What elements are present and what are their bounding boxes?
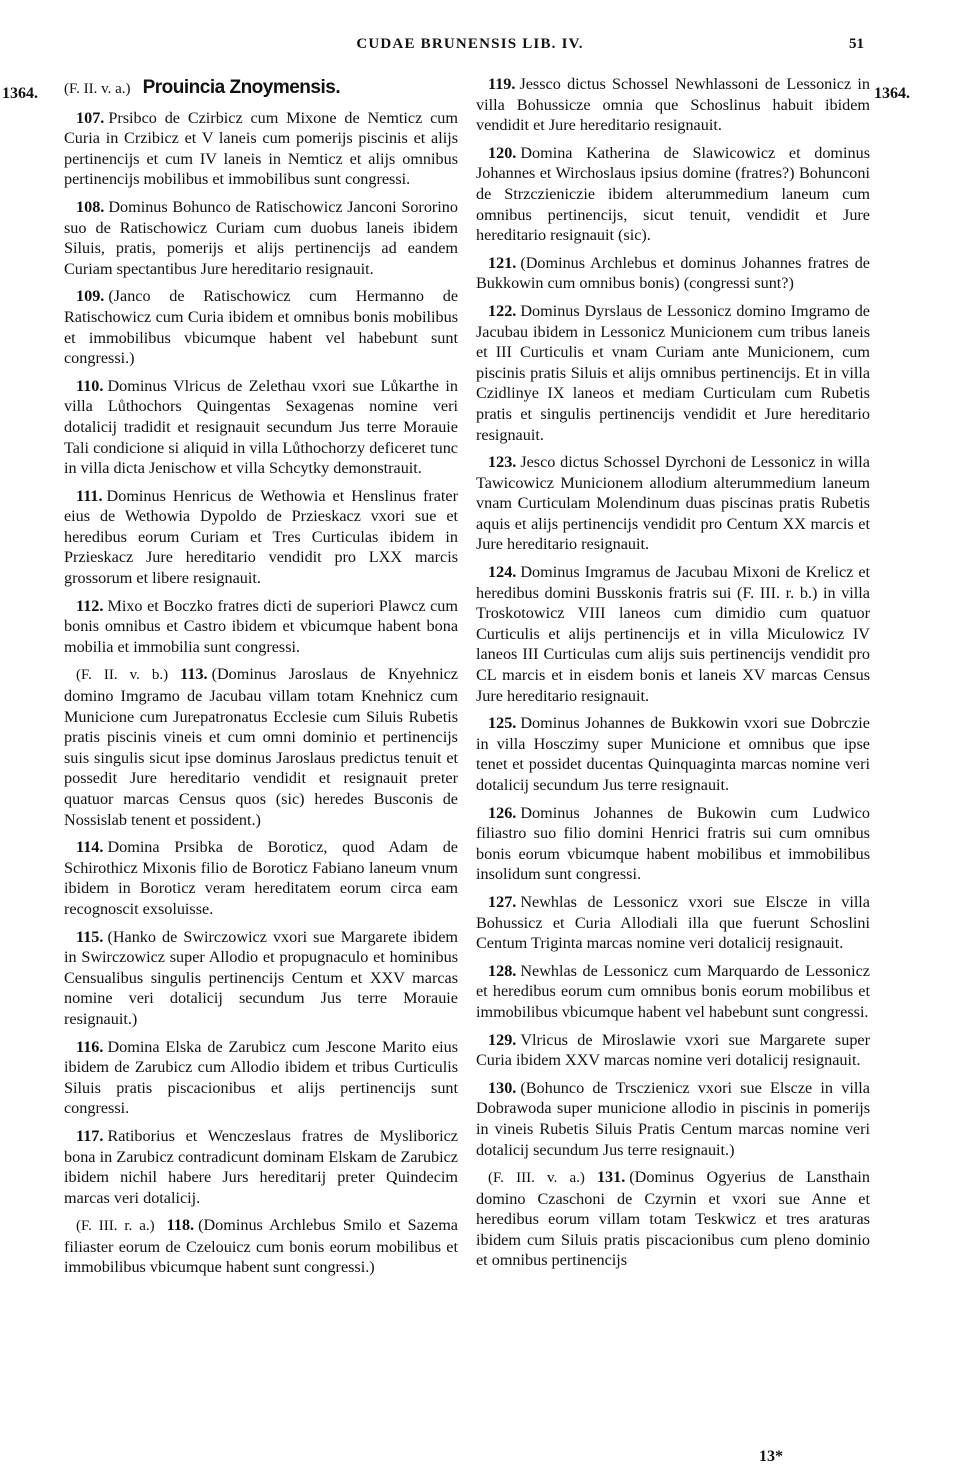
entry-text: Ratiborius et Wenczeslaus fratres de Mysliboricz bona in Zarubicz contradicunt dominam Elskam de Zarubicz ibidem nichil habere Jurs hereditarij preter Quindecim marcas veri dotalicij. <box>64 1126 458 1207</box>
entry-number: 125. <box>488 714 517 733</box>
running-title: CUDAE BRUNENSIS LIB. IV. <box>356 36 584 52</box>
entry-paragraph <box>64 376 458 479</box>
entry-text: Dominus Dyrslaus de Lessonicz domino Imgramo de Jacubau ibidem in Lessonicz Municionem cum tribus laneis et III Curticulis et vnam Curiam ante Municionem, cum piscinis pratis Siluis et alijs omnibus pertinencijs. Et in villa Czidlinye IX laneos et mediam Curticulam cum Rubetis pratis et singulis pertinencijs vendidit et Jure hereditario resignauit. <box>476 301 870 444</box>
page-number: 51 <box>849 36 864 52</box>
entry-paragraph <box>476 961 870 1023</box>
entry-paragraph <box>476 452 870 555</box>
entry-number: 113. <box>180 665 208 684</box>
year-margin-right: 1364. <box>874 85 910 102</box>
entry-paragraph <box>64 927 458 1030</box>
entry-paragraph <box>476 713 870 795</box>
folio-marker: (F. III. v. a.) <box>488 1170 585 1187</box>
entry-text: Vlricus de Miroslawie vxori sue Margarete super Curia ibidem XXV marcas nomine veri dotalicij resignauit. <box>476 1030 870 1070</box>
entry-text: (Dominus Archlebus Smilo et Sazema filiaster eorum de Czelouicz cum bonis eorum mobilibus et immobilibus vbicumque habent sunt congressi.) <box>64 1216 458 1277</box>
entry-number: 109. <box>76 287 105 306</box>
entry-text: Newhlas de Lessonicz cum Marquardo de Lessonicz et heredibus eorum cum omnibus bonis eorum mobilibus et immobilibus vbicumque habent vel habebunt sunt congressi. <box>476 961 870 1021</box>
entry-text: Jesco dictus Schossel Dyrchoni de Lessonicz in willa Tawicowicz Municionem allodium alterummedium laneum vnam Curticulam Molendinum duas piscinas pratis Rubetis aquis et alijs pertinencijs vendidit pro Centum XX marcis et Jure hereditario resignauit. <box>476 453 870 554</box>
entry-text: Dominus Imgramus de Jacubau Mixoni de Krelicz et heredibus domini Busskonis fratris sui (F. III. r. b.) in villa Troskotowicz VIII laneos cum dimidio cum quatuor Curticulis et alijs pertinencijs et in villa Miculowicz IV laneos III Curticulas cum alijs suis pertinencijs vendidit pro CL marcis et in eisdem bonis et laneis XV marcas Census Jure hereditario resignauit. <box>476 563 870 705</box>
province-title: Prouincia Znoymensis. <box>142 77 341 98</box>
entry-paragraph <box>64 596 458 658</box>
entry-text: (Dominus Archlebus et dominus Johannes fratres de Bukkowin cum omnibus bonis) (congressi sunt?) <box>476 253 870 293</box>
entry-number: 123. <box>488 453 517 472</box>
left-column <box>64 74 458 1285</box>
folio-marker: (F. III. r. a.) <box>76 1218 155 1235</box>
entry-text: (Bohunco de Trsczienicz vxori sue Elscze in villa Dobrawoda super municione allodio in piscinis in pomerijs in vineis Rubetis Siluis Pratis Centum marcas nomine veri dotalicij secundum Jus terre resignauit.) <box>476 1078 870 1159</box>
entry-text: Domina Prsibka de Boroticz, quod Adam de Schirothicz Mixonis filio de Boroticz Fabiano laneum vnum ibidem in Boroticz veram hereditatem eorum circa eam recognoscit exsoluisse. <box>64 838 458 918</box>
entry-text: Prsibco de Czirbicz cum Mixone de Nemticz cum Curia in Crzibicz et V laneis cum pomerijs piscinis et alijs pertinencijs et cum IV laneis in Nemticz et alijs omnibus pertinencijs mobilibus et immobilibus sunt congressi. <box>64 108 458 189</box>
entry-number: 128. <box>488 961 517 980</box>
entry-paragraph <box>64 1037 458 1119</box>
entry-paragraph <box>64 664 458 830</box>
entry-number: 117. <box>76 1126 104 1145</box>
entry-paragraph <box>476 1030 870 1071</box>
entry-number: 120. <box>488 143 517 162</box>
entry-number: 114. <box>76 838 104 857</box>
entry-paragraph <box>64 108 458 190</box>
section-heading <box>64 74 458 100</box>
entry-text: Dominus Vlricus de Zelethau vxori sue Lůkarthe in villa Lůthochors Quingentas Sexagenas nomine veri dotalicij tradidit et resignauit secundum Jus terre Morauie Tali condicione si aliquid in villa Lůthochorzy deficeret tunc in villa dicta Jenischow et villa Schcytky demonstrauit. <box>64 376 458 478</box>
entry-paragraph <box>476 301 870 445</box>
entry-text: Newhlas de Lessonicz vxori sue Elscze in villa Bohussicz et Curia Allodiali illa que fuerunt Schoslini Centum Triginta marcas nomine veri dotalicij resignauit. <box>476 892 870 953</box>
entry-number: 108. <box>76 197 105 216</box>
entry-paragraph <box>476 803 870 885</box>
entry-number: 130. <box>488 1078 517 1097</box>
entry-number: 126. <box>488 803 517 822</box>
entry-number: 107. <box>76 108 105 127</box>
entry-text: Dominus Henricus de Wethowia et Henslinus frater eius de Wethowia Dypoldo de Przieskacz vxori sue et heredibus eorum Curiam et Tres Curticulas ibidem in Przieskacz Jure hereditario vendidit pro LXX marcis grossorum et libere resignauit. <box>64 486 458 588</box>
entry-paragraph <box>476 562 870 706</box>
entry-number: 124. <box>488 563 517 582</box>
entry-paragraph <box>476 892 870 954</box>
entry-text: Dominus Bohunco de Ratischowicz Janconi Sororino suo de Ratischowicz Curiam cum duobus laneis ibidem Siluis, pratis, pomerijs et alijs pertinencijs ad eandem Curiam spectantibus Jure hereditario resignauit. <box>64 197 458 278</box>
entry-paragraph <box>64 1215 458 1278</box>
entry-number: 118. <box>166 1216 195 1235</box>
entry-paragraph <box>476 1167 870 1271</box>
entry-paragraph <box>64 286 458 368</box>
entry-number: 115. <box>76 927 104 946</box>
entry-paragraph <box>64 197 458 279</box>
entry-number: 131. <box>596 1168 626 1187</box>
entry-paragraph <box>476 143 870 246</box>
entry-paragraph <box>476 253 870 294</box>
entry-number: 122. <box>488 301 517 320</box>
entry-text: Dominus Johannes de Bukowin cum Ludwico filiastro suo filio domini Henrici fratris sui cum omnibus bonis eorum vbicumque habent mobilibus et immobilibus insolidum sunt congressi. <box>476 803 870 884</box>
entry-text: Jessco dictus Schossel Newhlassoni de Lessonicz in villa Bohussicze omnia que Schoslinus habuit ibidem vendidit et Jure hereditario resignauit. <box>476 75 870 135</box>
entry-number: 127. <box>488 892 517 911</box>
entry-text: Mixo et Boczko fratres dicti de superiori Plawcz cum bonis omnibus et Castro ibidem et vbicumque habent bona mobilia et immobilia sunt congressi. <box>64 596 458 656</box>
entry-paragraph <box>476 1078 870 1160</box>
entry-text: (Dominus Jaroslaus de Knyehnicz domino Imgramo de Jacubau villam totam Knehnicz cum Municione cum Jurepatronatus Ecclesie cum Siluis Rubetis pratis piscinis vineis et cum omni dominio et pertinencijs suis singulis sicut ipse dominus Jaroslaus predictus tenuit et possedit Jure hereditario vendidit et resignauit preter quatuor marcas Census quos (sic) heredes Busconis de Nossislab tenent et possident.) <box>64 665 458 829</box>
entry-number: 119. <box>488 75 516 93</box>
folio-marker: (F. II. v. b.) <box>76 667 169 684</box>
entry-text: (Hanko de Swirczowicz vxori sue Margarete ibidem in Swirczowicz super Allodio et propugnaculo et hominibus Censualibus singulis pertinencijs Centum et XXV marcas nomine veri dotalicij secundum Jus terre Morauie resignauit.) <box>64 927 458 1028</box>
entry-text: (Dominus Ogyerius de Lansthain domino Czaschoni de Czyrnin et vxori sue Anne et heredibus eorum villam totam Teskwicz et tres araturas ibidem cum Siluis pratis piscacionibus cum pleno dominio et omnibus pertinencijs <box>476 1168 870 1270</box>
entry-number: 129. <box>488 1030 517 1049</box>
gathering-signature: 13* <box>759 1448 783 1465</box>
entry-text: Dominus Johannes de Bukkowin vxori sue Dobrczie in villa Hosczimy super Municione et omnibus que ipse tenet et possidet ducentas Quinquaginta marcas nomine veri dotalicij secundum Jus terre resignauit. <box>476 714 870 794</box>
entry-paragraph <box>64 837 458 919</box>
entry-number: 112. <box>76 596 104 615</box>
year-margin-left: 1364. <box>2 85 38 102</box>
right-column <box>476 74 870 1278</box>
section-folio: (F. II. v. a.) <box>64 81 131 97</box>
entry-paragraph <box>64 1126 458 1208</box>
entry-text: (Janco de Ratischowicz cum Hermanno de Ratischowicz cum Curia ibidem et omnibus bonis mobilibus et immobilibus vbicumque habent vel habebunt sunt congressi.) <box>64 287 458 368</box>
entry-number: 111. <box>76 486 103 505</box>
entry-paragraph <box>476 74 870 136</box>
entry-number: 121. <box>488 253 517 272</box>
entry-number: 116. <box>76 1037 104 1056</box>
entry-number: 110. <box>76 376 104 395</box>
entry-text: Domina Katherina de Slawicowicz et dominus Johannes et Wirchoslaus ipsius domine (fratres?) Bohunconi de Strzczieniczie ibidem alterummedium laneum cum omnibus pertinencijs, sicut tenuit, vendidit et Jure hereditario resignauit (sic). <box>476 143 870 245</box>
entry-paragraph <box>64 486 458 589</box>
entry-text: Domina Elska de Zarubicz cum Jescone Marito eius ibidem de Zarubicz cum Allodio ibidem et tribus Curticulis Siluis pratis piscacionibus et alijs pertinencijs sunt congressi. <box>64 1037 458 1118</box>
running-head <box>0 36 960 60</box>
